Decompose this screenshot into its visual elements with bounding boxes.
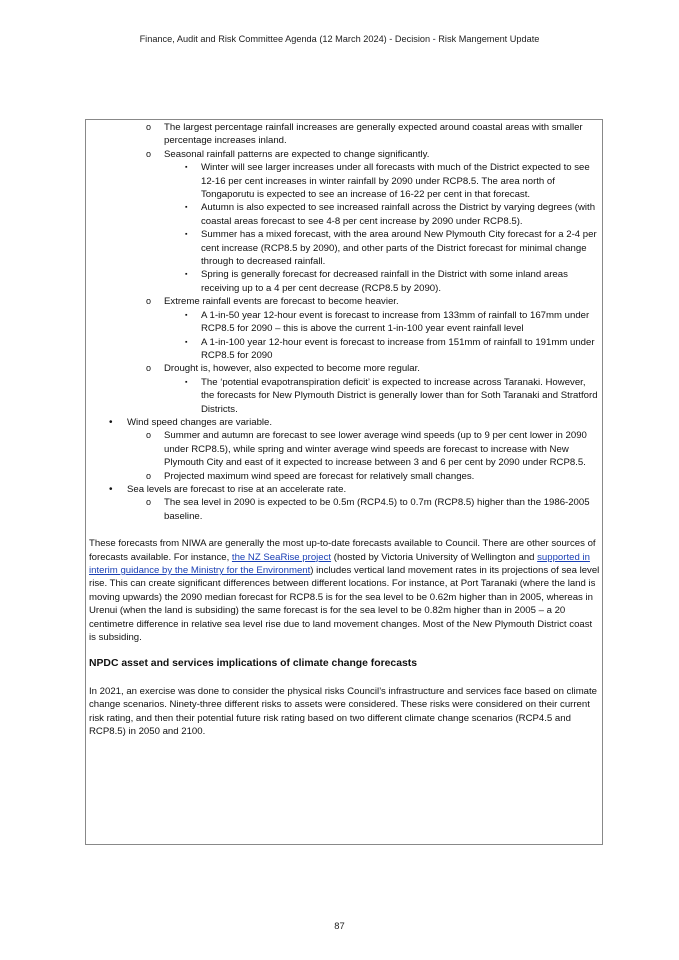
bullet-marker: ▪: [185, 204, 188, 212]
list-item: [89, 470, 599, 483]
list-item-text: The ‘potential evapotranspiration deficit’ is expected to increase across Taranaki. However, the forecasts for New Plymouth District is generally lower than for Soth Taranaki and Stratford Districts.: [201, 376, 598, 415]
list-item-text: A 1-in-50 year 12-hour event is forecast to increase from 133mm of rainfall to 167mm under RCP8.5 for 2090 – this is above the current 1-in-100 year event rainfall level: [201, 309, 590, 335]
list-item: [89, 362, 599, 375]
list-item-text: Summer and autumn are forecast to see lower average wind speeds (up to 9 per cent lower in 2090 under RCP8.5), while spring and winter average wind speeds are forecast to increase with New Plymouth City and east of it expected to increase between 3 and 6 per cent by 2090 under RCP8.5.: [164, 430, 587, 469]
bullet-marker: ▪: [185, 231, 188, 239]
bullet-marker: ▪: [185, 338, 188, 346]
list-item-text: Summer has a mixed forecast, with the area around New Plymouth City forecast for a 2-4 per cent increase (RCP8.5 by 2090), and other parts of the District forecast for minimal change through to decreased rainfall.: [201, 229, 597, 268]
list-item: [89, 121, 599, 148]
bullet-marker: o: [146, 470, 152, 481]
bullet-marker: ▪: [185, 311, 188, 319]
bullet-list: [89, 121, 601, 523]
bullet-marker: •: [109, 483, 113, 495]
list-item-text: Spring is generally forecast for decreased rainfall in the District with some inland areas receiving up to a 4 per cent decrease (RCP8.5 by 2090).: [201, 269, 568, 294]
list-item: [89, 376, 599, 416]
bullet-marker: o: [146, 430, 152, 441]
bullet-marker: o: [146, 122, 152, 132]
list-item: [89, 228, 599, 268]
list-item-text: Sea levels are forecast to rise at an accelerate rate.: [127, 483, 347, 495]
list-item: [89, 309, 599, 336]
list-item-text: A 1-in-100 year 12-hour event is forecast to increase from 151mm of rainfall to 191mm under RCP8.5 for 2090: [201, 336, 595, 361]
link-mfe-guidance[interactable]: supported in interim guidance by the Ministry for the Environment: [89, 551, 590, 576]
list-item: [89, 148, 599, 161]
list-item: [89, 496, 599, 523]
list-item-text: Projected maximum wind speed are forecast for relatively small changes.: [164, 470, 475, 482]
bullet-marker: ▪: [185, 164, 188, 172]
page-header: Finance, Audit and Risk Committee Agenda (12 March 2024) - Decision - Risk Mangement Update: [139, 34, 540, 44]
list-item-text: Drought is, however, also expected to become more regular.: [164, 363, 420, 375]
list-item-text: Seasonal rainfall patterns are expected to change significantly.: [164, 148, 430, 160]
list-item: [89, 161, 599, 201]
paragraph-risk-exercise: In 2021, an exercise was done to consider the physical risks Council’s infrastructure and services face based on climate change scenarios. Ninety-three different risks to assets were considered. These risks were considered on their current risk rating, and then their potential future risk rating based on two different climate change scenarios (RCP4.5 and RCP8.5) in 2050 and 2100.: [89, 685, 598, 738]
page-number: 87: [334, 920, 345, 931]
paragraph-forecast-sources: These forecasts from NIWA are generally the most up-to-date forecasts available to Council. There are other sources of forecasts available. For instance, the NZ SeaRise project (hosted by Victoria University of Wellington and supported in interim guidance by the Ministry for the Environment) includes vertical land movement rates in its projections of sea level rise. This can create significant differences between different locations. For instance, at Port Taranaki (where the land is moving upwards) the 2090 median forecast for RCP8.5 is for the sea level to be 0.62m higher than in 2005, whereas in Urenui (when the land is subsiding) the same forecast is for the sea level to be 0.82m higher than in 2005 – a 20 centimetre difference in relative sea level rise due to land movement changes. Most of the New Plymouth District coast is subsiding.: [89, 538, 600, 644]
link-nz-searise[interactable]: the NZ SeaRise project: [231, 551, 332, 563]
list-item: [89, 416, 601, 429]
section-heading: NPDC asset and services implications of climate change forecasts: [89, 658, 418, 670]
list-item-text: Wind speed changes are variable.: [127, 416, 273, 428]
list-item-text: Extreme rainfall events are forecast to become heavier.: [164, 296, 399, 308]
list-item-text: Winter will see larger increases under all forecasts with much of the District expected to see 12-16 per cent increases in winter rainfall by 2090 under RCP8.5. The area north of Tongaporutu is expected to see an increase of 16-22 per cent in that forecast.: [201, 162, 590, 201]
bullet-marker: o: [146, 363, 152, 374]
list-item: [89, 429, 599, 469]
bullet-marker: o: [146, 148, 152, 159]
list-item: [89, 268, 599, 295]
document-content: [89, 121, 601, 738]
bullet-marker: o: [146, 296, 152, 307]
list-item-text: The sea level in 2090 is expected to be 0.5m (RCP4.5) to 0.7m (RCP8.5) higher than the 1986-2005 baseline.: [164, 497, 590, 522]
list-item: [89, 483, 601, 496]
list-item: [89, 295, 599, 308]
bullet-marker: •: [109, 416, 113, 428]
list-item-text: The largest percentage rainfall increases are generally expected around coastal areas with smaller percentage increases inland.: [164, 122, 583, 147]
bullet-marker: o: [146, 497, 152, 508]
bullet-marker: ▪: [185, 378, 188, 386]
list-item-text: Autumn is also expected to see increased rainfall across the District by varying degrees (with coastal areas forecast to see 4-8 per cent increase by 2090 under RCP8.5).: [201, 202, 596, 227]
bullet-marker: ▪: [185, 271, 188, 279]
list-item: [89, 201, 599, 228]
list-item: [89, 336, 599, 363]
